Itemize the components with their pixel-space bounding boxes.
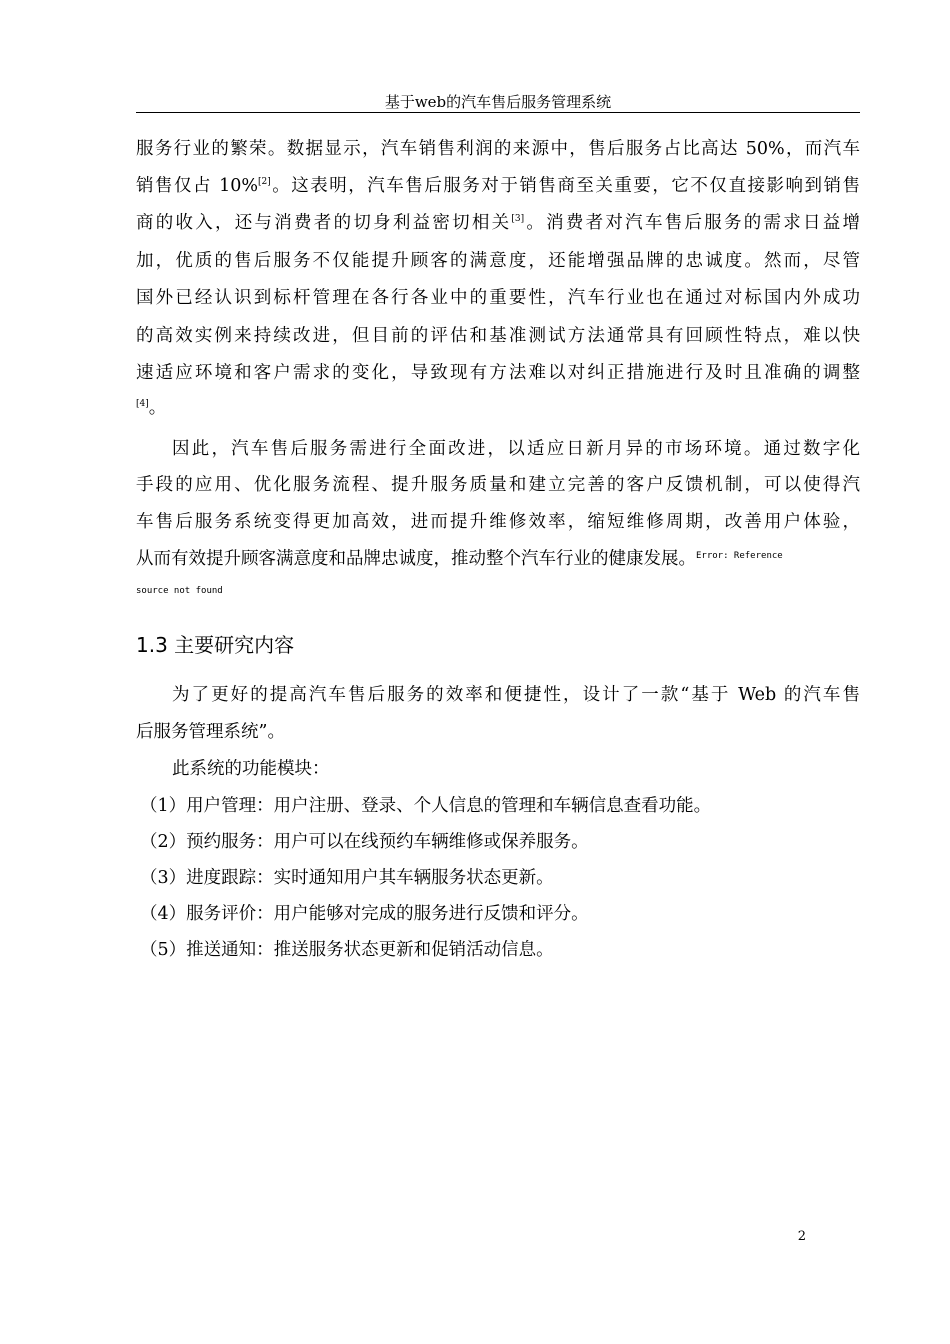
paragraph-1-line-4: 加，优质的售后服务不仅能提升顾客的满意度，还能增强品牌的忠诚度。然而，尽管 xyxy=(136,251,860,271)
section-intro-line-1: 为了更好的提高汽车售后服务的效率和便捷性，设计了一款“基于 Web 的汽车售 xyxy=(172,685,860,705)
paragraph-1-line-2 xyxy=(136,168,860,204)
list-item: （2）预约服务：用户可以在线预约车辆维修或保养服务。 xyxy=(140,832,589,852)
text-run: 。 xyxy=(148,398,167,418)
citation-4: [4] xyxy=(136,399,149,409)
text-run: 商的收入，还与消费者的切身利益密切相关 xyxy=(136,213,512,233)
list-item: （4）服务评价：用户能够对完成的服务进行反馈和评分。 xyxy=(140,904,589,924)
list-item: （3）进度跟踪：实时通知用户其车辆服务状态更新。 xyxy=(140,868,554,888)
text-run: 。消费者对汽车售后服务的需求日益增 xyxy=(524,213,861,233)
text-run: 从而有效提升顾客满意度和品牌忠诚度，推动整个汽车行业的健康发展。 xyxy=(136,549,696,569)
paragraph-1-line-5: 国外已经认识到标杆管理在各行各业中的重要性，汽车行业也在通过对标国内外成功 xyxy=(136,288,860,308)
paragraph-1-line-6: 的高效实例来持续改进，但目前的评估和基准测试方法通常具有回顾性特点，难以快 xyxy=(136,326,860,346)
paragraph-1-line-7: 速适应环境和客户需求的变化，导致现有方法难以对纠正措施进行及时且准确的调整 xyxy=(136,363,860,383)
paragraph-2-line-1: 因此，汽车售后服务需进行全面改进，以适应日新月异的市场环境。通过数字化 xyxy=(172,439,860,459)
citation-3: [3] xyxy=(511,214,525,224)
header-divider xyxy=(136,112,860,113)
paragraph-2-line-4 xyxy=(136,541,860,577)
paragraph-2-line-2: 手段的应用、优化服务流程、提升服务质量和建立完善的客户反馈机制，可以使得汽 xyxy=(136,475,860,495)
list-item: （5）推送通知：推送服务状态更新和促销活动信息。 xyxy=(140,940,554,960)
paragraph-1-line-1: 服务行业的繁荣。数据显示，汽车销售利润的来源中，售后服务占比高达 50%，而汽车 xyxy=(136,139,860,159)
paragraph-2-line-3: 车售后服务系统变得更加高效，进而提升维修效率，缩短维修周期，改善用户体验， xyxy=(136,512,860,532)
error-reference-continued: source not found xyxy=(136,586,223,596)
error-reference: Error: Reference xyxy=(696,551,783,561)
paragraph-1-line-3 xyxy=(136,205,860,241)
paragraph-1-line-8 xyxy=(136,396,166,420)
section-intro-line-2: 后服务管理系统”。 xyxy=(136,722,285,742)
citation-2: [2] xyxy=(258,177,271,187)
running-header: 基于web的汽车售后服务管理系统 xyxy=(384,93,612,111)
modules-label: 此系统的功能模块： xyxy=(172,759,330,779)
text-run: 销售仅占 10% xyxy=(136,176,258,196)
page-number: 2 xyxy=(797,1229,806,1244)
section-heading: 1.3 主要研究内容 xyxy=(136,633,295,657)
list-item: （1）用户管理：用户注册、登录、个人信息的管理和车辆信息查看功能。 xyxy=(140,796,712,816)
text-run: 。这表明，汽车售后服务对于销售商至关重要，它不仅直接影响到销售 xyxy=(270,176,860,196)
